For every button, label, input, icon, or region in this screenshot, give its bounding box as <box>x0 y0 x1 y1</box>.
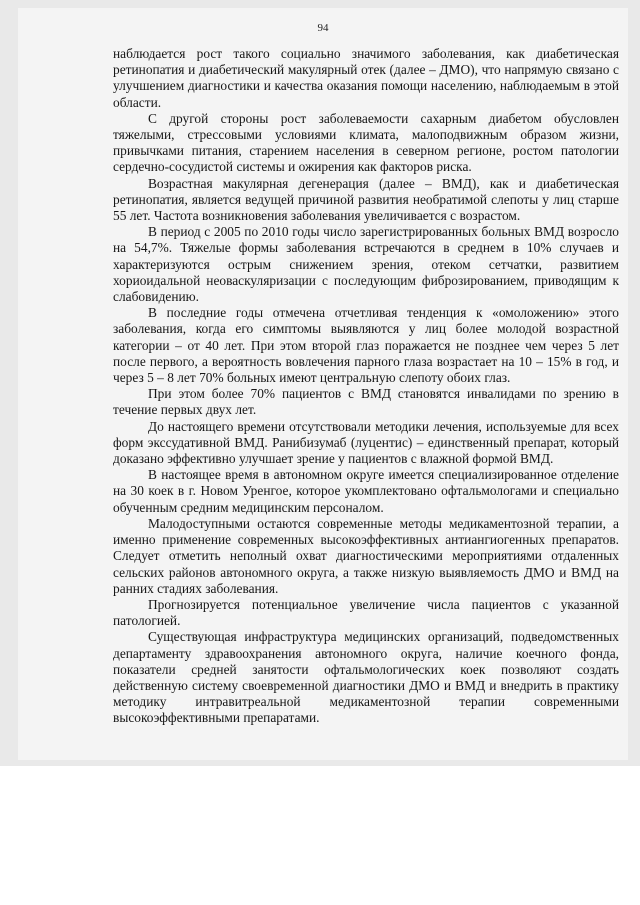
paragraph: В период с 2005 по 2010 годы число зарегистрированных больных ВМД возросло на 54,7%. Тяжелые формы заболевания встречаются в среднем в 10% случаев и характеризуются острым снижением зрения, отеком сетчатки, развитием хориоидальной неоваскуляризации с последующим фиброзированием, приводящим к слабовидению. <box>113 224 619 305</box>
paragraph: В последние годы отмечена отчетливая тенденция к «омоложению» этого заболевания, когда его симптомы выявляются у лиц более молодой возрастной категории – от 40 лет. При этом второй глаз поражается не позднее чем через 5 лет после первого, а вероятность вовлечения парного глаза возрастает на 10 – 15% в год, и через 5 – 8 лет 70% больных имеют центральную слепоту обоих глаз. <box>113 305 619 386</box>
paragraph: Возрастная макулярная дегенерация (далее – ВМД), как и диабетическая ретинопатия, является ведущей причиной развития необратимой слепоты у лиц старше 55 лет. Частота возникновения заболевания увеличивается с возрастом. <box>113 175 619 224</box>
page-number: 94 <box>317 22 329 34</box>
paragraph: При этом более 70% пациентов с ВМД становятся инвалидами по зрению в течение первых двух лет. <box>113 386 619 418</box>
paragraph: До настоящего времени отсутствовали методики лечения, используемые для всех форм экссудативной ВМД. Ранибизумаб (луцентис) – единственный препарат, который доказано эффективно улучшает зрение у пациентов с влажной формой ВМД. <box>113 418 619 467</box>
paragraph: В настоящее время в автономном округе имеется специализированное отделение на 30 коек в г. Новом Уренгое, которое укомплектовано офтальмологами и специально обученным средним медицинским персоналом. <box>113 467 619 515</box>
paragraph: Существующая инфраструктура медицинских организаций, подведомственных департаменту здравоохранения автономного округа, наличие коечного фонда, показатели средней занятости офтальмологических коек позволяют создать действенную систему своевременной диагностики ДМО и ВМД и внедрить в практику методику интравитреальной медикаментозной терапии современными высокоэффективными препаратами. <box>113 629 619 726</box>
paragraph: Малодоступными остаются современные методы медикаментозной терапии, а именно применение современных высокоэффективных антиангиогенных препаратов. Следует отметить неполный охват диагностическими мероприятиями отдаленных сельских районов автономного округа, а также низкую выявляемость ДМО и ВМД на ранних стадиях заболевания. <box>113 515 619 596</box>
document-page <box>18 8 628 760</box>
paragraph: С другой стороны рост заболеваемости сахарным диабетом обусловлен тяжелыми, стрессовыми условиями климата, малоподвижным образом жизни, привычками питания, старением населения в северном регионе, ростом патологии сердечно-сосудистой системы и ожирения как факторов риска. <box>113 110 619 175</box>
paragraph: Прогнозируется потенциальное увеличение числа пациентов с указанной патологией. <box>113 596 619 629</box>
paragraph-continuation: наблюдается рост такого социально значимого заболевания, как диабетическая ретинопатия и диабетический макулярный отек (далее – ДМО), что напрямую связано с улучшением диагностики и качества оказания помощи населению, наблюдаемым в этой области. <box>113 46 619 110</box>
body-text <box>113 46 619 727</box>
